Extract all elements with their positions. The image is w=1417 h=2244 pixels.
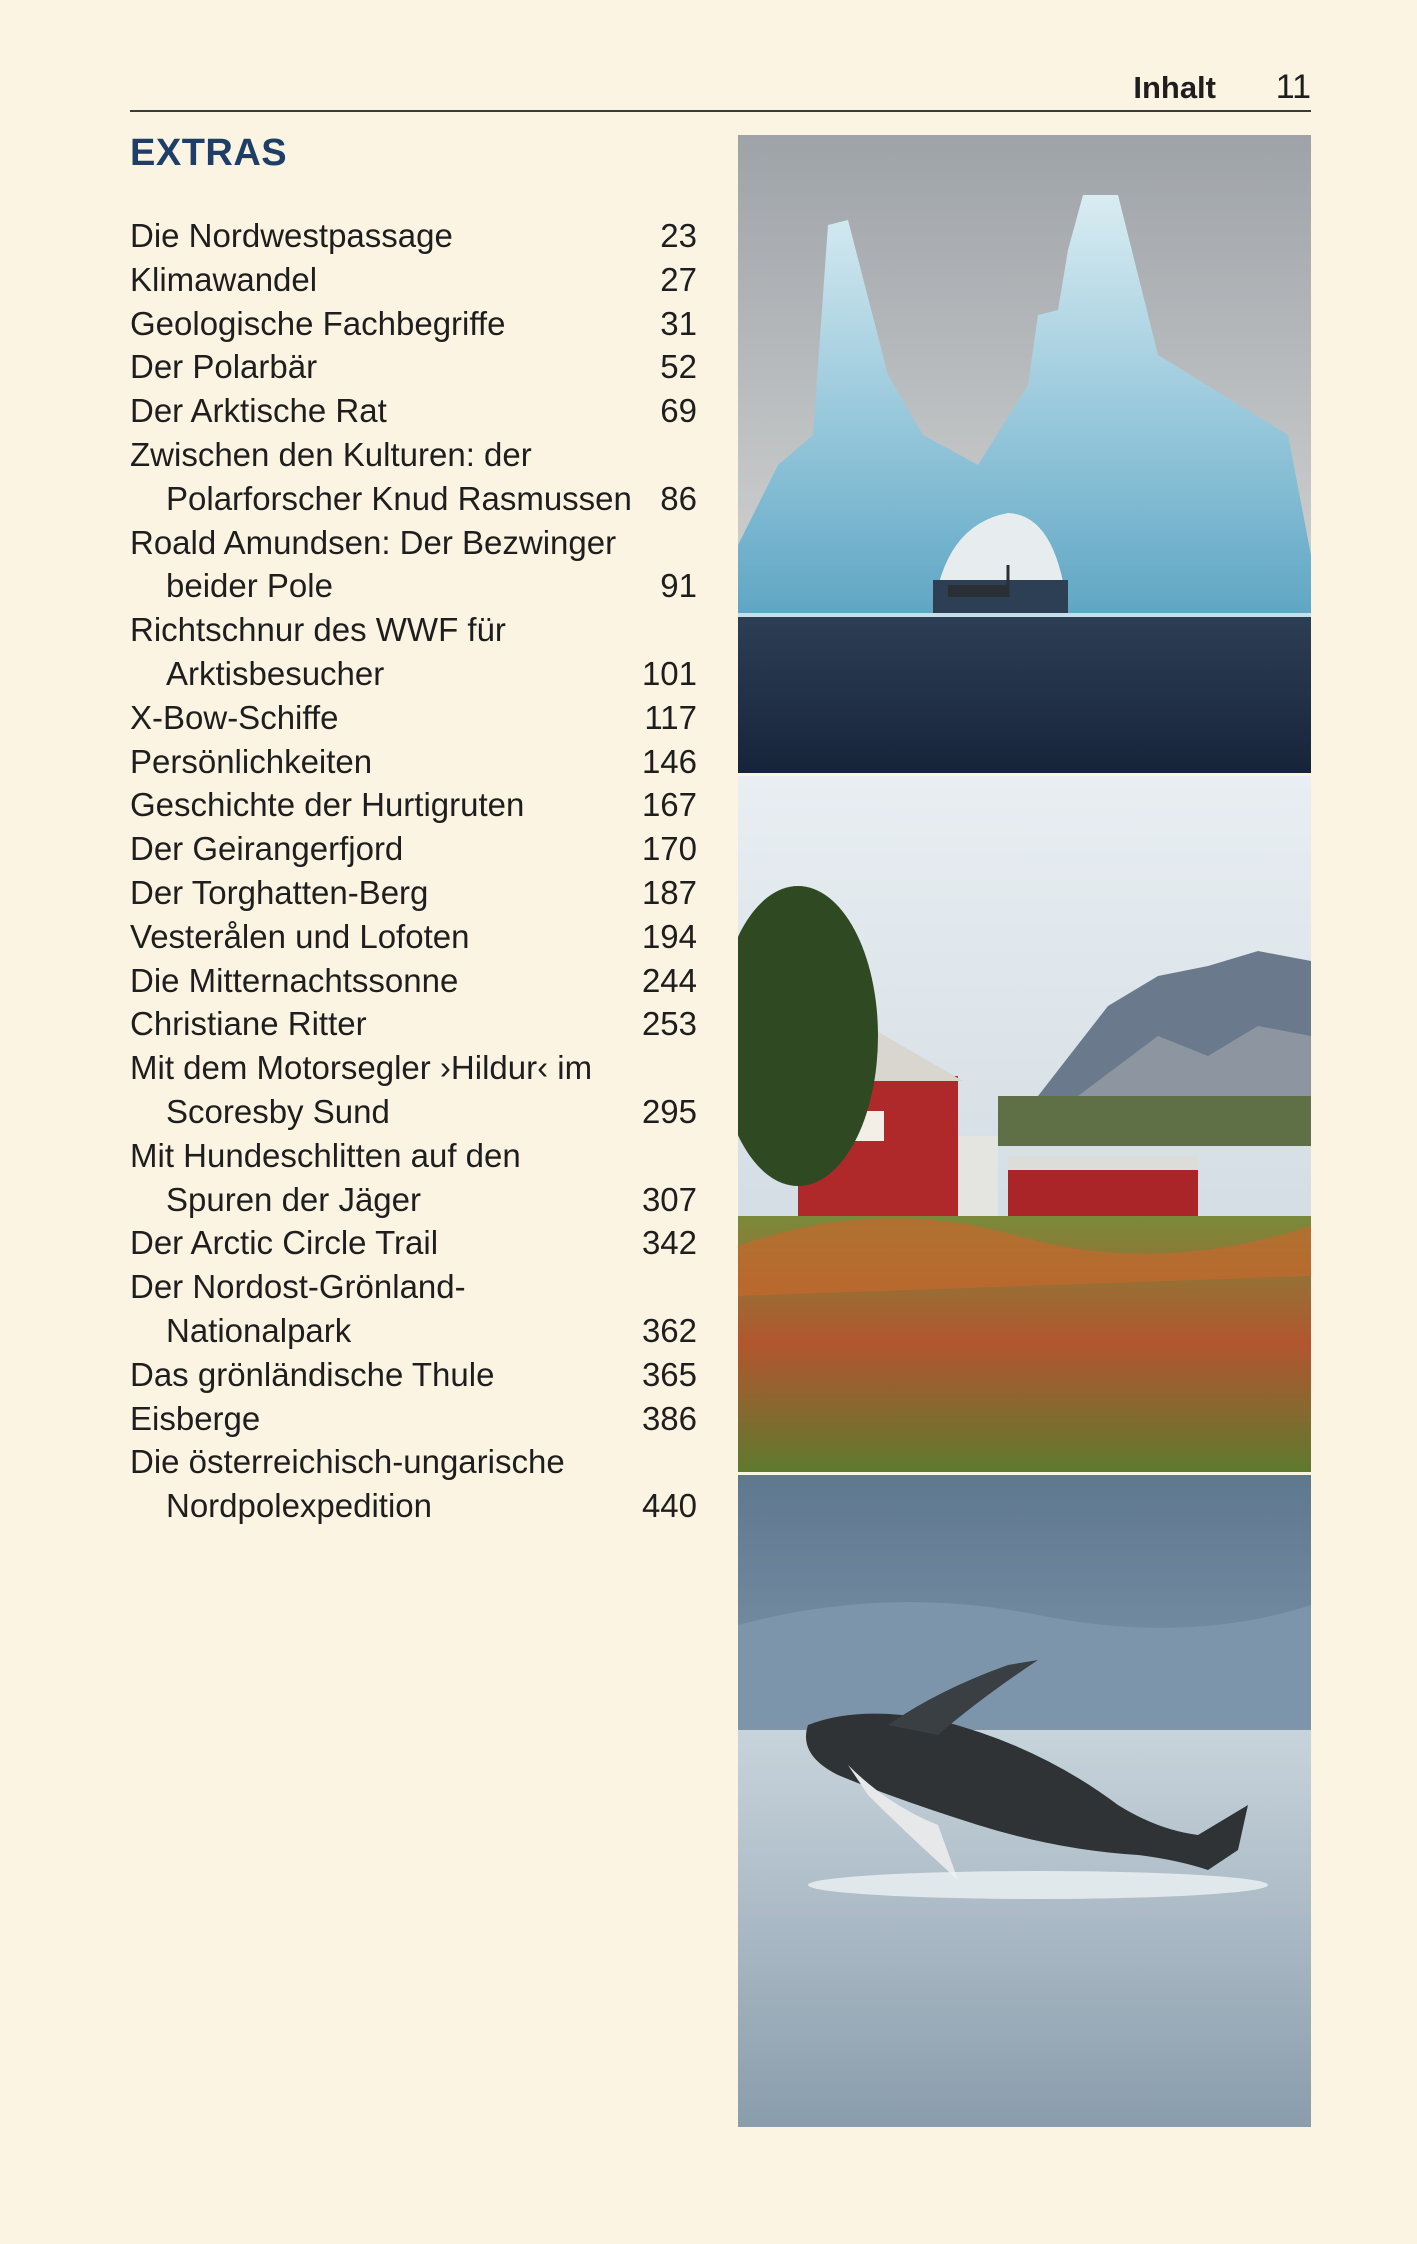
toc-entry-title: Geschichte der Hurtigruten 167 bbox=[130, 783, 697, 827]
toc-entry bbox=[130, 302, 697, 346]
toc-entry bbox=[130, 1440, 697, 1528]
toc-entry bbox=[130, 740, 697, 784]
toc-entry bbox=[130, 1353, 697, 1397]
toc-entry bbox=[130, 389, 697, 433]
toc-entry bbox=[130, 1002, 697, 1046]
running-header bbox=[130, 66, 1311, 112]
toc-entry-title: Der Nordost-Grönland- bbox=[130, 1268, 466, 1306]
toc-entry-title: Richtschnur des WWF für bbox=[130, 611, 506, 649]
toc-entry-page: 170 bbox=[641, 830, 697, 868]
toc-entry-title-continued: Scoresby Sund 295 bbox=[130, 1090, 697, 1134]
toc-entry-title: Zwischen den Kulturen: der bbox=[130, 435, 532, 473]
toc-entry-title: Eisberge 386 bbox=[130, 1397, 697, 1441]
toc-entry bbox=[130, 827, 697, 871]
toc-entry-page: 91 bbox=[660, 567, 697, 605]
toc-entry-page: 23 bbox=[660, 217, 697, 254]
toc-entry-title-continued: Spuren der Jäger 307 bbox=[130, 1178, 697, 1222]
toc-entry-title: Geologische Fachbegriffe 31 bbox=[130, 302, 697, 346]
toc-entry bbox=[130, 871, 697, 915]
toc-entry-title-continued: Nordpolexpedition 440 bbox=[130, 1484, 697, 1528]
toc-entry bbox=[130, 959, 697, 1003]
toc-entry bbox=[130, 1221, 697, 1265]
toc-entry-page: 386 bbox=[641, 1399, 697, 1437]
toc-entry-page: 52 bbox=[660, 348, 697, 386]
toc-entry-page: 365 bbox=[641, 1355, 697, 1393]
toc-entry-title: Das grönländische Thule 365 bbox=[130, 1353, 697, 1397]
toc-entry-page: 295 bbox=[641, 1092, 697, 1130]
toc-entry-title: Der Torghatten-Berg 187 bbox=[130, 871, 697, 915]
toc-entry bbox=[130, 915, 697, 959]
toc-entry-page: 167 bbox=[641, 786, 697, 824]
page-number: 11 bbox=[1275, 68, 1311, 106]
toc-entry-title-continued: Nationalpark 362 bbox=[130, 1309, 697, 1353]
toc-entry bbox=[130, 1265, 697, 1353]
toc-entry bbox=[130, 345, 697, 389]
toc-entry-page: 31 bbox=[660, 304, 697, 342]
toc-entry bbox=[130, 258, 697, 302]
toc-entry-page: 194 bbox=[641, 917, 697, 955]
toc-entry bbox=[130, 521, 697, 609]
toc-entry-title: Der Geirangerfjord 170 bbox=[130, 827, 697, 871]
toc-entry-page: 69 bbox=[660, 392, 697, 430]
toc-entry bbox=[130, 1397, 697, 1441]
toc-entry-title: Die Mitternachtssonne 244 bbox=[130, 959, 697, 1003]
toc-entry-page: 117 bbox=[644, 698, 697, 736]
toc-entry-title: Christiane Ritter 253 bbox=[130, 1002, 697, 1046]
toc-entry-title: Mit Hundeschlitten auf den bbox=[130, 1136, 521, 1174]
toc-entry-page: 86 bbox=[660, 479, 697, 517]
toc-entry-title: Der Polarbär 52 bbox=[130, 345, 697, 389]
toc-entry-page: 27 bbox=[660, 260, 697, 298]
toc-entry-title-continued: Polarforscher Knud Rasmussen 86 bbox=[130, 477, 697, 521]
red-houses-photo bbox=[738, 776, 1311, 1472]
toc-entry-page: 362 bbox=[641, 1311, 697, 1349]
toc-entry-page: 101 bbox=[641, 654, 697, 692]
toc-entry-title: Der Arktische Rat 69 bbox=[130, 389, 697, 433]
extras-list bbox=[130, 214, 697, 1528]
toc-entry bbox=[130, 696, 697, 740]
toc-entry-page: 146 bbox=[641, 742, 697, 780]
toc-entry-title: Roald Amundsen: Der Bezwinger bbox=[130, 523, 617, 561]
toc-entry-title: Der Arctic Circle Trail 342 bbox=[130, 1221, 697, 1265]
toc-entry-page: 342 bbox=[641, 1224, 697, 1262]
section-title: Inhalt bbox=[1133, 70, 1216, 105]
toc-entry-page: 253 bbox=[641, 1005, 697, 1043]
toc-entry-page: 307 bbox=[641, 1180, 697, 1218]
toc-entry bbox=[130, 783, 697, 827]
toc-entry bbox=[130, 214, 697, 258]
toc-entry-page: 440 bbox=[641, 1487, 697, 1525]
toc-entry-title-continued: Arktisbesucher 101 bbox=[130, 652, 697, 696]
toc-entry-page: 187 bbox=[641, 873, 697, 911]
toc-entry-title: Klimawandel 27 bbox=[130, 258, 697, 302]
toc-entry bbox=[130, 608, 697, 696]
humpback-whale-photo bbox=[738, 1475, 1311, 2127]
toc-entry bbox=[130, 433, 697, 521]
toc-entry-page: 244 bbox=[641, 961, 697, 999]
toc-entry bbox=[130, 1046, 697, 1134]
toc-entry-title: X-Bow-Schiffe 117 bbox=[130, 696, 697, 740]
toc-entry bbox=[130, 1134, 697, 1222]
toc-entry-title: Die Nordwestpassage 23 bbox=[130, 214, 697, 258]
toc-entry-title: Mit dem Motorsegler ›Hildur‹ im bbox=[130, 1049, 593, 1087]
toc-entry-title-continued: beider Pole 91 bbox=[130, 564, 697, 608]
extras-heading: EXTRAS bbox=[130, 132, 288, 174]
toc-entry-title: Persönlichkeiten 146 bbox=[130, 740, 697, 784]
toc-entry-title: Vesterålen und Lofoten 194 bbox=[130, 915, 697, 959]
toc-entry-title: Die österreichisch-ungarische bbox=[130, 1443, 565, 1481]
iceberg-photo bbox=[738, 135, 1311, 773]
